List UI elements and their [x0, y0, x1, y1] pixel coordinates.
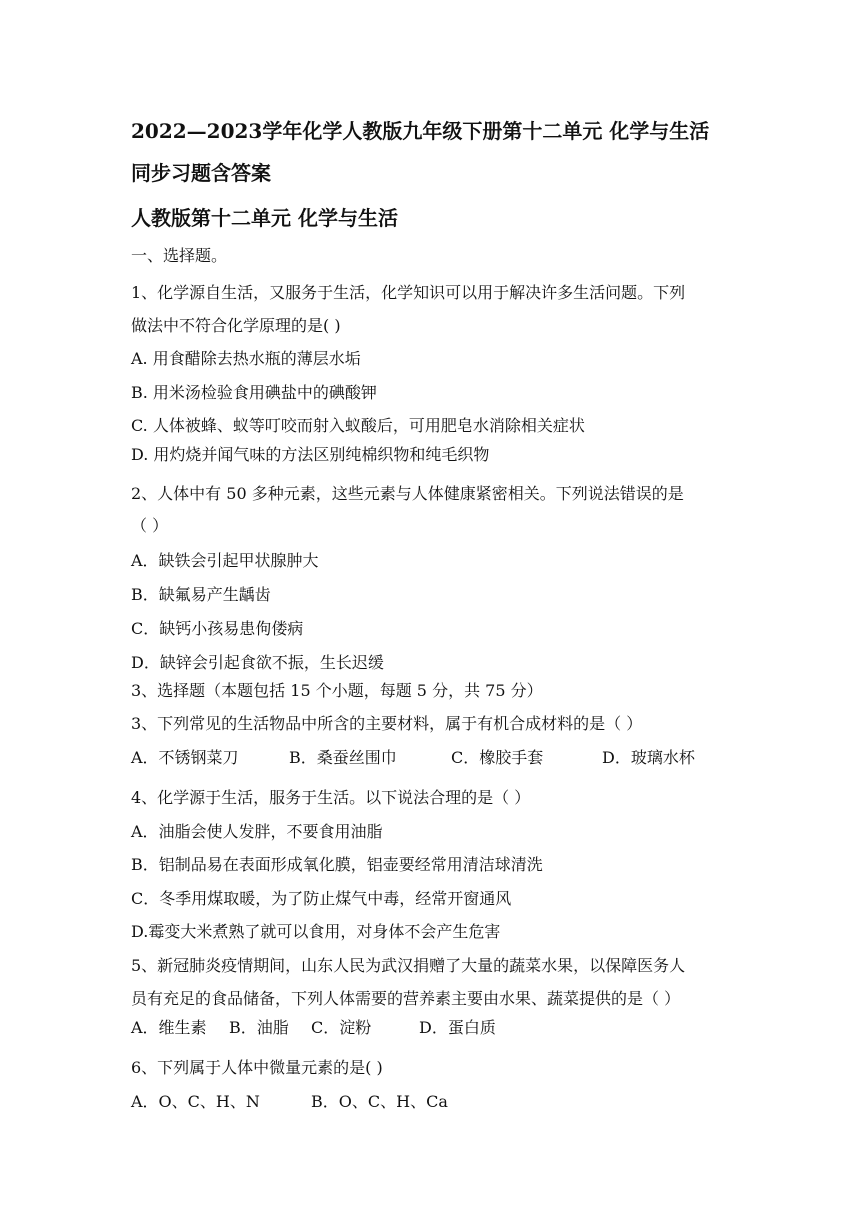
question-2-option-a: A．缺铁会引起甲状腺肿大: [131, 551, 319, 570]
question-3-options: [131, 748, 695, 768]
question-4-option-d: D.霉变大米煮熟了就可以食用，对身体不会产生危害: [131, 922, 501, 941]
question-5-stem-line-2: 员有充足的食品储备，下列人体需要的营养素主要由水果、蔬菜提供的是（ ）: [131, 989, 681, 1008]
question-1-option-c: C. 人体被蜂、蚁等叮咬而射入蚁酸后，可用肥皂水消除相关症状: [131, 416, 585, 435]
question-5-stem-line-1: 5、新冠肺炎疫情期间，山东人民为武汉捐赠了大量的蔬菜水果，以保障医务人: [131, 956, 686, 975]
question-4-option-a: A．油脂会使人发胖，不要食用油脂: [131, 822, 383, 841]
question-2-option-b: B．缺氟易产生龋齿: [131, 585, 271, 604]
question-6-option-b: B．O、C、H、Ca: [311, 1092, 448, 1111]
question-2-stem-line-2: （ ）: [131, 516, 169, 535]
question-3-header: 3、选择题（本题包括 15 个小题，每题 5 分，共 75 分）: [131, 681, 543, 700]
question-4-stem: 4、化学源于生活，服务于生活。以下说法合理的是（ ）: [131, 788, 531, 807]
document-title-line-2: 同步习题含答案: [131, 161, 271, 185]
question-2-option-c: C．缺钙小孩易患佝偻病: [131, 619, 304, 638]
question-3-option-b: B．桑蚕丝围巾: [289, 748, 397, 767]
document-subtitle: 人教版第十二单元 化学与生活: [131, 206, 398, 230]
question-1-stem-line-2: 做法中不符合化学原理的是( ): [131, 316, 341, 335]
question-6-options: [131, 1092, 448, 1112]
question-3-stem: 3、下列常见的生活物品中所含的主要材料，属于有机合成材料的是（ ）: [131, 714, 643, 733]
question-5-option-a: A．维生素: [131, 1018, 207, 1037]
document-title-line-1: 2022—2023学年化学人教版九年级下册第十二单元 化学与生活: [131, 119, 710, 143]
question-4-option-b: B．铝制品易在表面形成氧化膜，铝壶要经常用清洁球清洗: [131, 855, 543, 874]
question-3-option-a: A．不锈钢菜刀: [131, 748, 239, 767]
section-heading: 一、选择题。: [131, 246, 228, 265]
question-3-option-d: D．玻璃水杯: [602, 748, 695, 767]
question-6-option-a: A．O、C、H、N: [131, 1092, 260, 1111]
question-4-option-c: C．冬季用煤取暖，为了防止煤气中毒，经常开窗通风: [131, 889, 512, 908]
question-6-stem: 6、下列属于人体中微量元素的是( ): [131, 1058, 383, 1077]
question-1-option-a: A. 用食醋除去热水瓶的薄层水垢: [131, 349, 361, 368]
question-5-option-d: D．蛋白质: [419, 1018, 496, 1037]
question-1-option-d: D. 用灼烧并闻气味的方法区别纯棉织物和纯毛织物: [131, 445, 490, 464]
question-5-options: [131, 1018, 496, 1038]
question-1-option-b: B. 用米汤检验食用碘盐中的碘酸钾: [131, 383, 377, 402]
question-2-stem-line-1: 2、人体中有 50 多种元素，这些元素与人体健康紧密相关。下列说法错误的是: [131, 484, 684, 503]
question-1-stem-line-1: 1、化学源自生活，又服务于生活，化学知识可以用于解决许多生活问题。下列: [131, 283, 686, 302]
question-5-option-b: B．油脂: [229, 1018, 289, 1037]
question-5-option-c: C．淀粉: [311, 1018, 372, 1037]
question-2-option-d: D．缺锌会引起食欲不振，生长迟缓: [131, 653, 384, 672]
question-3-option-c: C．橡胶手套: [451, 748, 544, 767]
